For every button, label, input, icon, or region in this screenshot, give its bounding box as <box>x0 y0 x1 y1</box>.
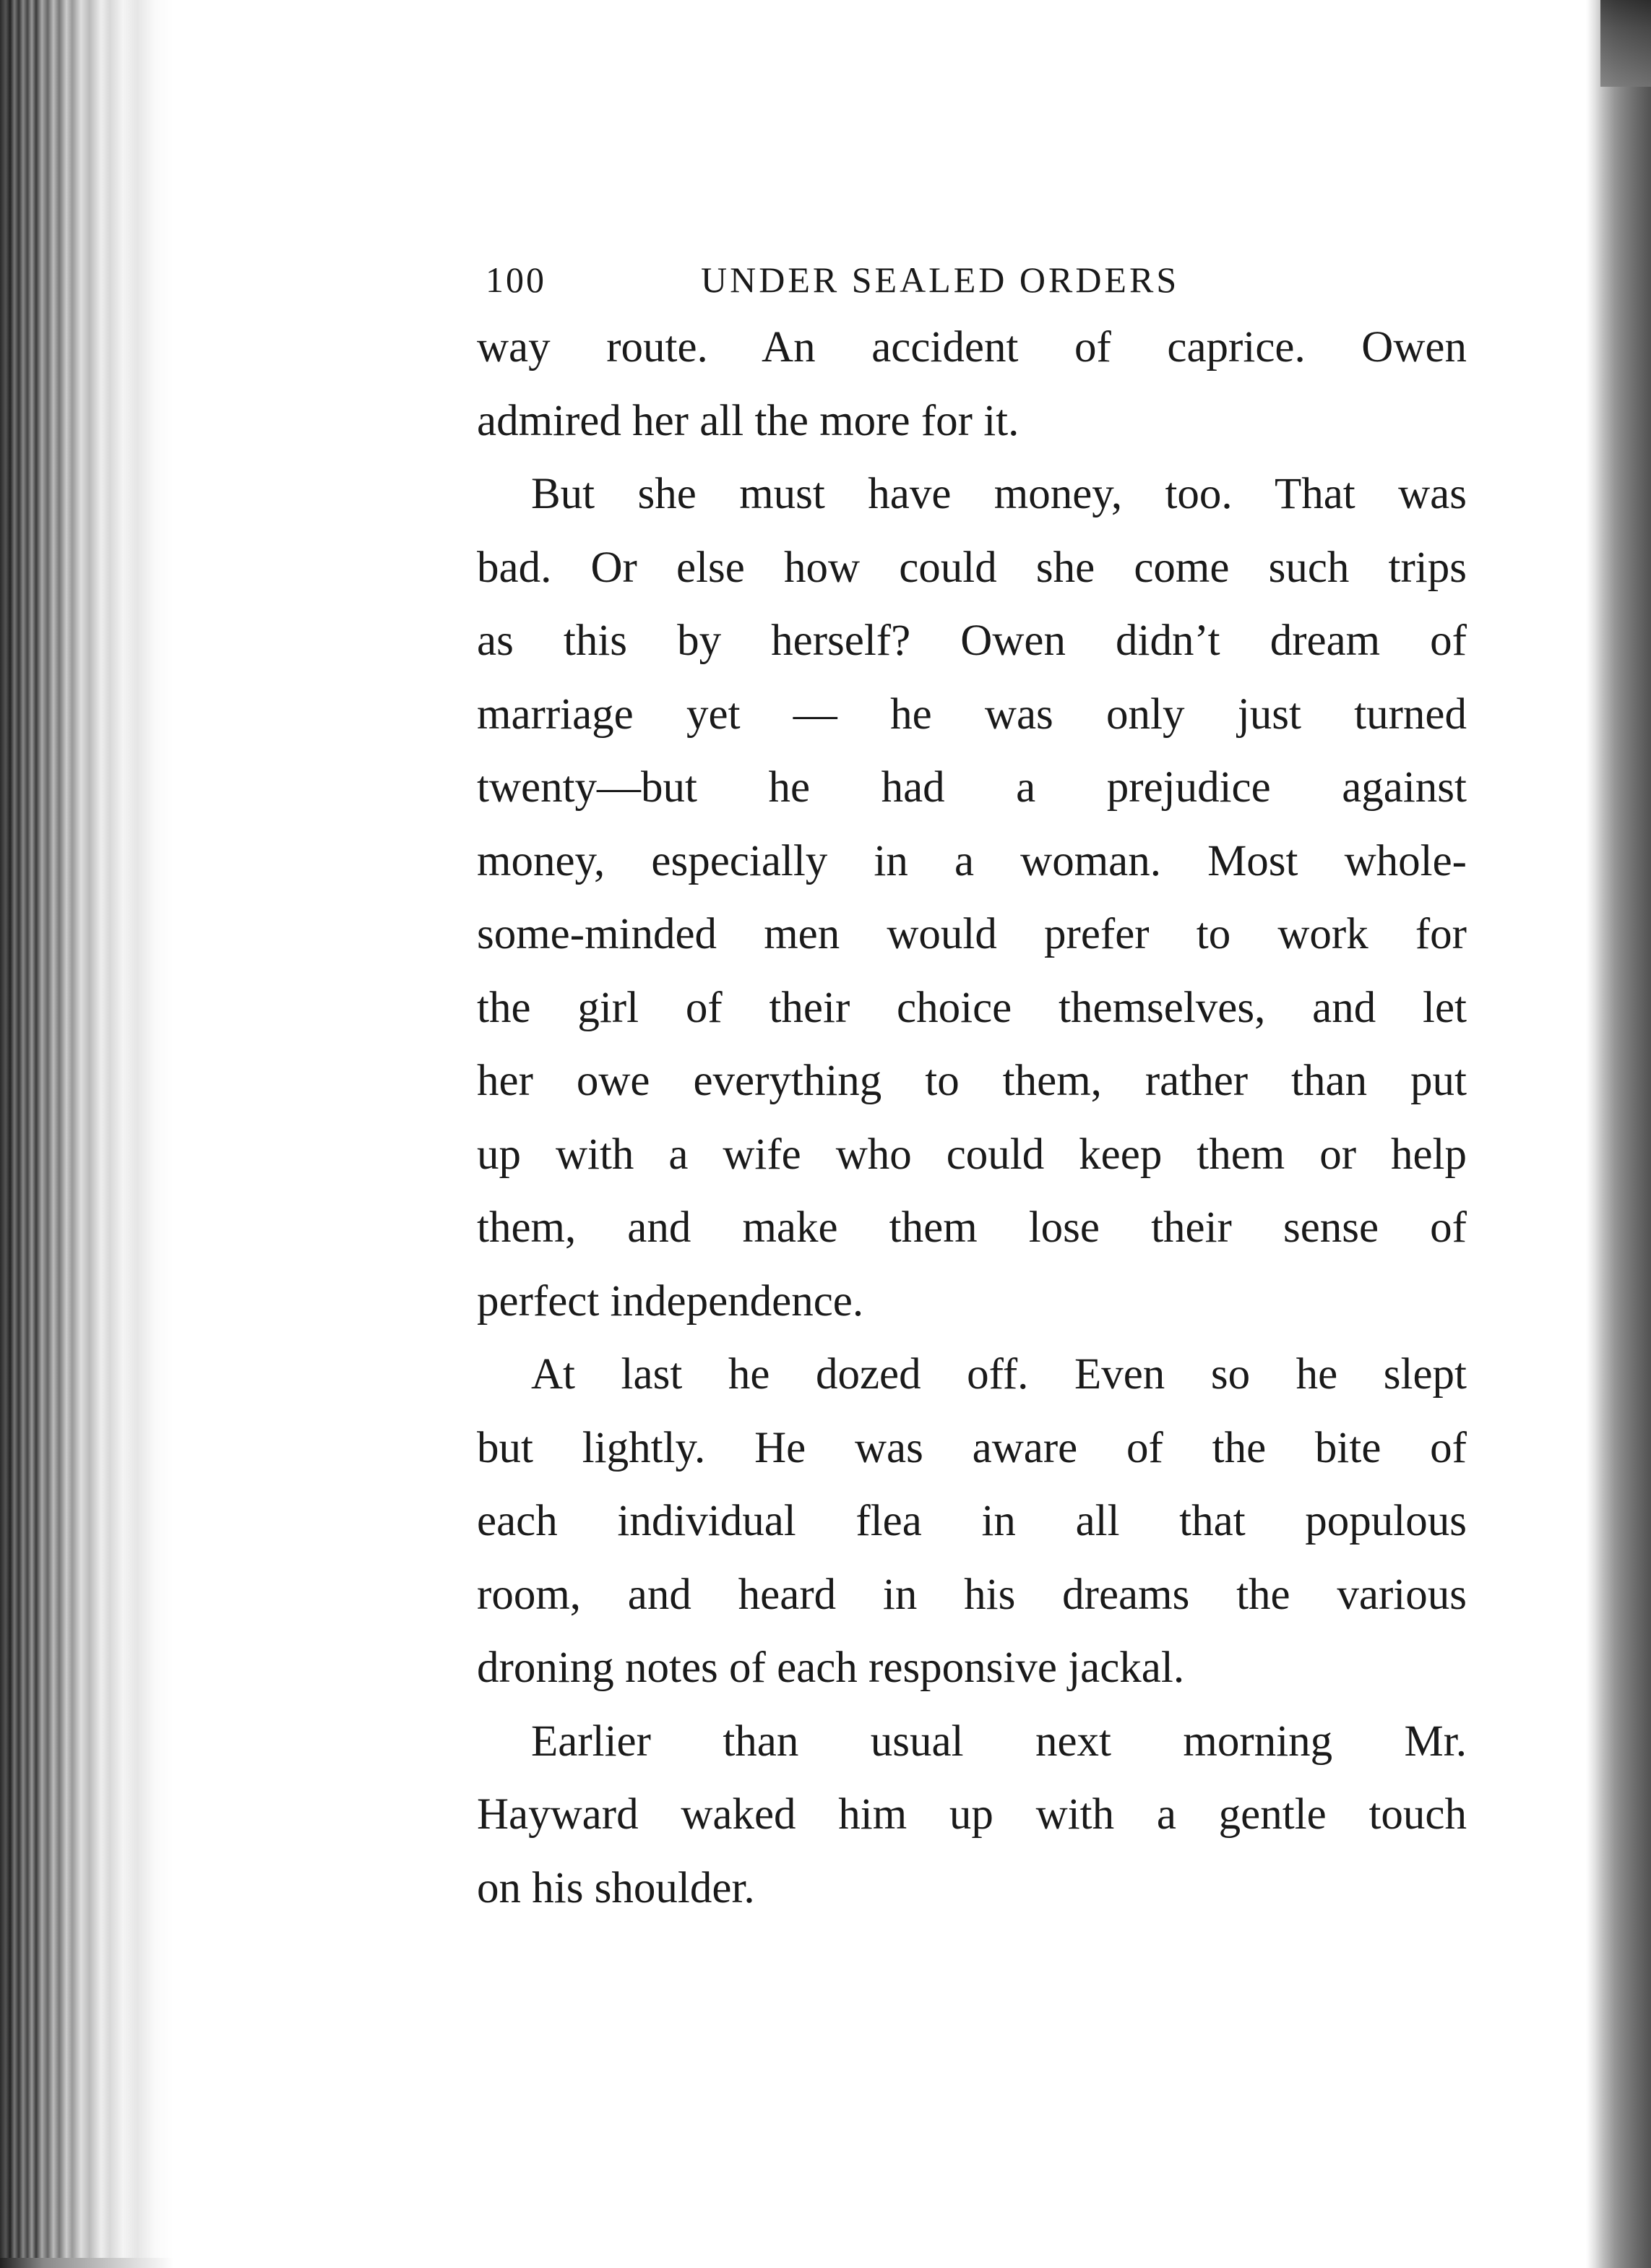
text-line: Hayward waked him up with a gentle touch <box>477 1790 1467 1839</box>
text-line: the girl of their choice themselves, and let <box>477 983 1467 1032</box>
paragraph-1 <box>477 311 1467 458</box>
paragraph-3 <box>477 1338 1467 1705</box>
text-line: At last he dozed off. Even so he slept <box>531 1350 1467 1399</box>
text-line: some-minded men would prefer to work for <box>477 910 1467 958</box>
text-line: but lightly. He was aware of the bite of <box>477 1423 1467 1472</box>
text-line: admired her all the more for it. <box>477 396 1020 445</box>
text-line: twenty—but he had a prejudice against <box>477 763 1467 812</box>
text-line: Earlier than usual next morning Mr. <box>531 1717 1467 1766</box>
text-line: money, especially in a woman. Most whole- <box>477 836 1467 885</box>
running-head <box>477 246 1467 311</box>
paragraph-2 <box>477 458 1467 1338</box>
text-line: her owe everything to them, rather than put <box>477 1057 1467 1105</box>
text-line: But she must have money, too. That was <box>531 470 1467 518</box>
page-number: 100 <box>486 259 546 300</box>
book-page-edges-right-top <box>1600 0 1651 87</box>
text-line: each individual flea in all that populous <box>477 1497 1467 1545</box>
text-line: up with a wife who could keep them or help <box>477 1130 1467 1179</box>
text-line: perfect independence. <box>477 1276 864 1326</box>
book-page-edges-right <box>1586 0 1651 2268</box>
running-title: UNDER SEALED ORDERS <box>701 259 1180 300</box>
text-line: on his shoulder. <box>477 1863 755 1912</box>
text-line: droning notes of each responsive jackal. <box>477 1644 1185 1692</box>
book-page-edges-left-bottom <box>0 2258 173 2268</box>
paragraph-4 <box>477 1705 1467 1925</box>
book-page-edges-left <box>0 0 173 2268</box>
text-line: room, and heard in his dreams the various <box>477 1570 1467 1619</box>
book-page <box>477 246 1467 1925</box>
text-line: marriage yet — he was only just turned <box>477 690 1467 739</box>
text-line: as this by herself? Owen didn’t dream of <box>477 617 1467 665</box>
text-line: way route. An accident of caprice. Owen <box>477 323 1467 371</box>
text-line: them, and make them lose their sense of <box>477 1203 1467 1252</box>
text-line: bad. Or else how could she come such trips <box>477 543 1467 592</box>
